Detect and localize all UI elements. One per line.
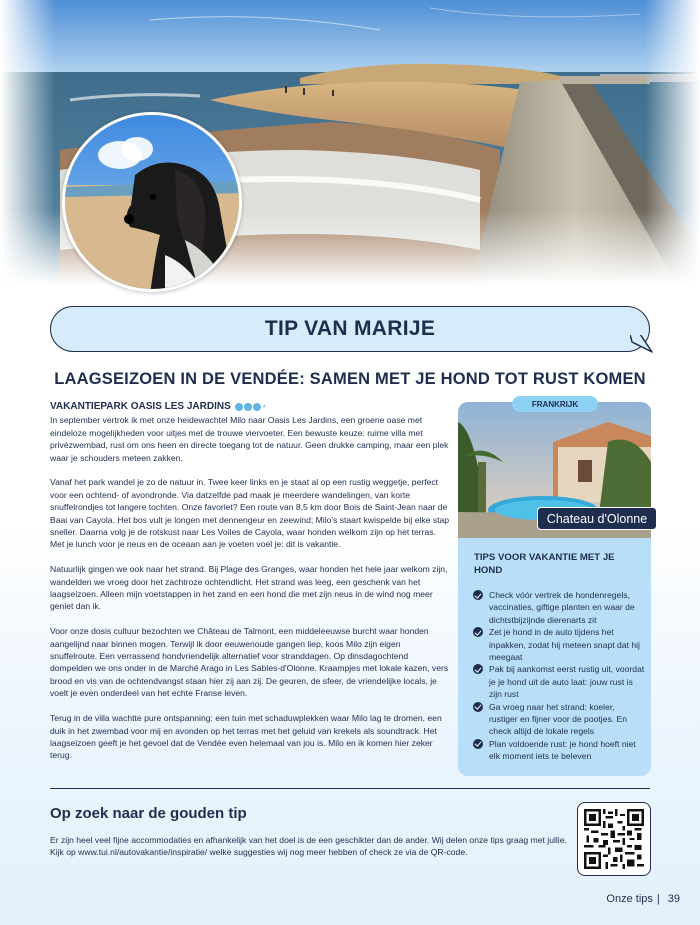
article-paragraph: In september vertrok ik met onze heidewachtel Milo naar Oasis Les Jardins, een groene oase met eindeloze mogelijkheden voor uitjes met de trouwe viervoeter. Een bewuste keuze: ruime villa met privézwembad, rust om ons heen en directe toegang tot de natuur. Geen drukke camping, maar een plek waar je schouders meteen zakken.: [50, 415, 449, 463]
list-item: [473, 663, 645, 700]
gold-tip-title: Op zoek naar de gouden tip: [50, 805, 247, 822]
checkmark-icon: [473, 739, 483, 749]
list-item: [473, 701, 645, 738]
footer-section: Onze tips: [606, 893, 653, 905]
place-tag: Chateau d'Olonne: [537, 507, 657, 530]
article-paragraph: Terug in de villa wachtte pure ontspanning: een tuin met schaduwplekken waar Milo lag te dromen, een duik in het zwembad voor mij en avonden op het terras met het geluid van krekels als soundtrack. Het laagseizoen geeft je het gevoel dat de Vendée even helemaal van jou is. Milo en ik komen hier zeker terug.: [50, 713, 442, 761]
speech-bubble-tail-icon: [630, 334, 654, 354]
qr-code[interactable]: [577, 802, 651, 876]
star-icon: [235, 403, 243, 411]
article-paragraph: Natuurlijk gingen we ook naar het strand. Bij Plage des Granges, waar honden het hele jaar welkom zijn, wandelden we vroeg door het zachtroze ochtendlicht. Het strand was leeg, een geschenk van het laagseizoen. Alleen mijn voetstappen in het zand en een hond die met zijn neus in de wind nog meer geniet dan ik.: [50, 564, 448, 612]
checkmark-icon: [473, 590, 483, 600]
tips-title: TIPS VOOR VAKANTIE MET JE HOND: [474, 552, 615, 576]
star-icon: [253, 403, 261, 411]
checkmark-icon: [473, 702, 483, 712]
checkmark-icon: [473, 664, 483, 674]
banner-title: TIP VAN MARIJE: [264, 317, 436, 340]
footer-separator: |: [656, 893, 660, 905]
tip-text: Ga vroeg naar het strand: koeler, rustiger en fijner voor de pootjes. En check altijd de lokale regels: [489, 701, 628, 737]
page-footer: [606, 893, 680, 905]
article-paragraph: Vanaf het park wandel je zo de natuur in. Twee keer links en je staat al op een rustig weggetje, perfect voor een ochtend- of avondronde. Via datzelfde pad maak je meerdere wandelingen, van korte snuffelrondjes tot langere tochten. Onze favoriet? Een route van 8,5 km door Bois de Saint-Jean naar de Baai van Cayola. Het bos vult je longen met dennengeur en zeewind; Milo's staart kwispelde bij elke stap sneller. Daarna volg je de rotskust naar Les Voiles de Cayola, waar honden welkom zijn op het terras. Met je lunch voor je neus en de oceaan aan je voeten voel je: dit is vakantie.: [50, 477, 450, 550]
star-icon: [244, 403, 252, 411]
tip-text: Zet je hond in de auto tijdens het inpakken, zodat hij meteen snapt dat hij meegaat: [489, 627, 640, 663]
park-heading: [50, 401, 450, 413]
tip-text: Check vóór vertrek de hondenregels, vaccinaties, giftige planten en waar de dichtstbijzijnde dierenarts zit: [489, 590, 635, 625]
list-item: [473, 626, 645, 663]
list-item: [473, 738, 645, 763]
article-paragraph: Voor onze dosis cultuur bezochten we Château de Talmont, een middeleeuwse burcht waar honden aangelijnd naar binnen mogen. Terwijl ik door eeuwenoude gangen liep, koos Milo zijn eigen snuffelroute. Een verrassend hondvriendelijk alternatief voor stranddagen. Op dinsdagochtend dompelden we ons onder in de Marché Arago in Les Sables-d'Olonne. Kraampjes met lokale kazen, vers brood en vis van de ochtendvangst staan hier zij aan zij. De geuren, de sfeer, de vriendelijke locals, je voelt je even onderdeel van het echte Franse leven.: [50, 626, 449, 699]
list-item: [473, 589, 645, 626]
plus-icon: +: [262, 404, 266, 410]
article-body: [50, 401, 450, 774]
tip-banner: [50, 306, 650, 352]
divider: [50, 788, 650, 789]
article-headline: LAAGSEIZOEN IN DE VENDÉE: SAMEN MET JE HOND TOT RUST KOMEN: [54, 370, 646, 388]
tip-text: Plan voldoende rust: je hond hoeft niet elk moment iets te beleven: [489, 738, 636, 762]
page-number: 39: [667, 893, 680, 905]
dog-image: [65, 115, 242, 292]
qr-code-icon: [584, 809, 644, 869]
park-name: VAKANTIEPARK OASIS LES JARDINS: [50, 401, 231, 412]
tip-text: Pak bij aankomst eerst rustig uit, voordat je je hond uit de auto laat: jouw rust is zijn rust: [489, 664, 645, 700]
gold-tip-text: Er zijn heel veel fijne accommodaties en afhankelijk van het doel is de een geschikter dan de ander. Wij delen onze tips graag met jullie. Kijk op www.tui.nl/autovakantie/inspiratie/ welke suggesties wij nog meer hebben of check ze via de QR-code.: [50, 835, 567, 858]
rating-stars: [235, 401, 266, 413]
country-tag: FRANKRIJK: [512, 396, 598, 412]
dog-portrait: [62, 112, 242, 292]
tips-list: [473, 589, 645, 763]
checkmark-icon: [473, 627, 483, 637]
